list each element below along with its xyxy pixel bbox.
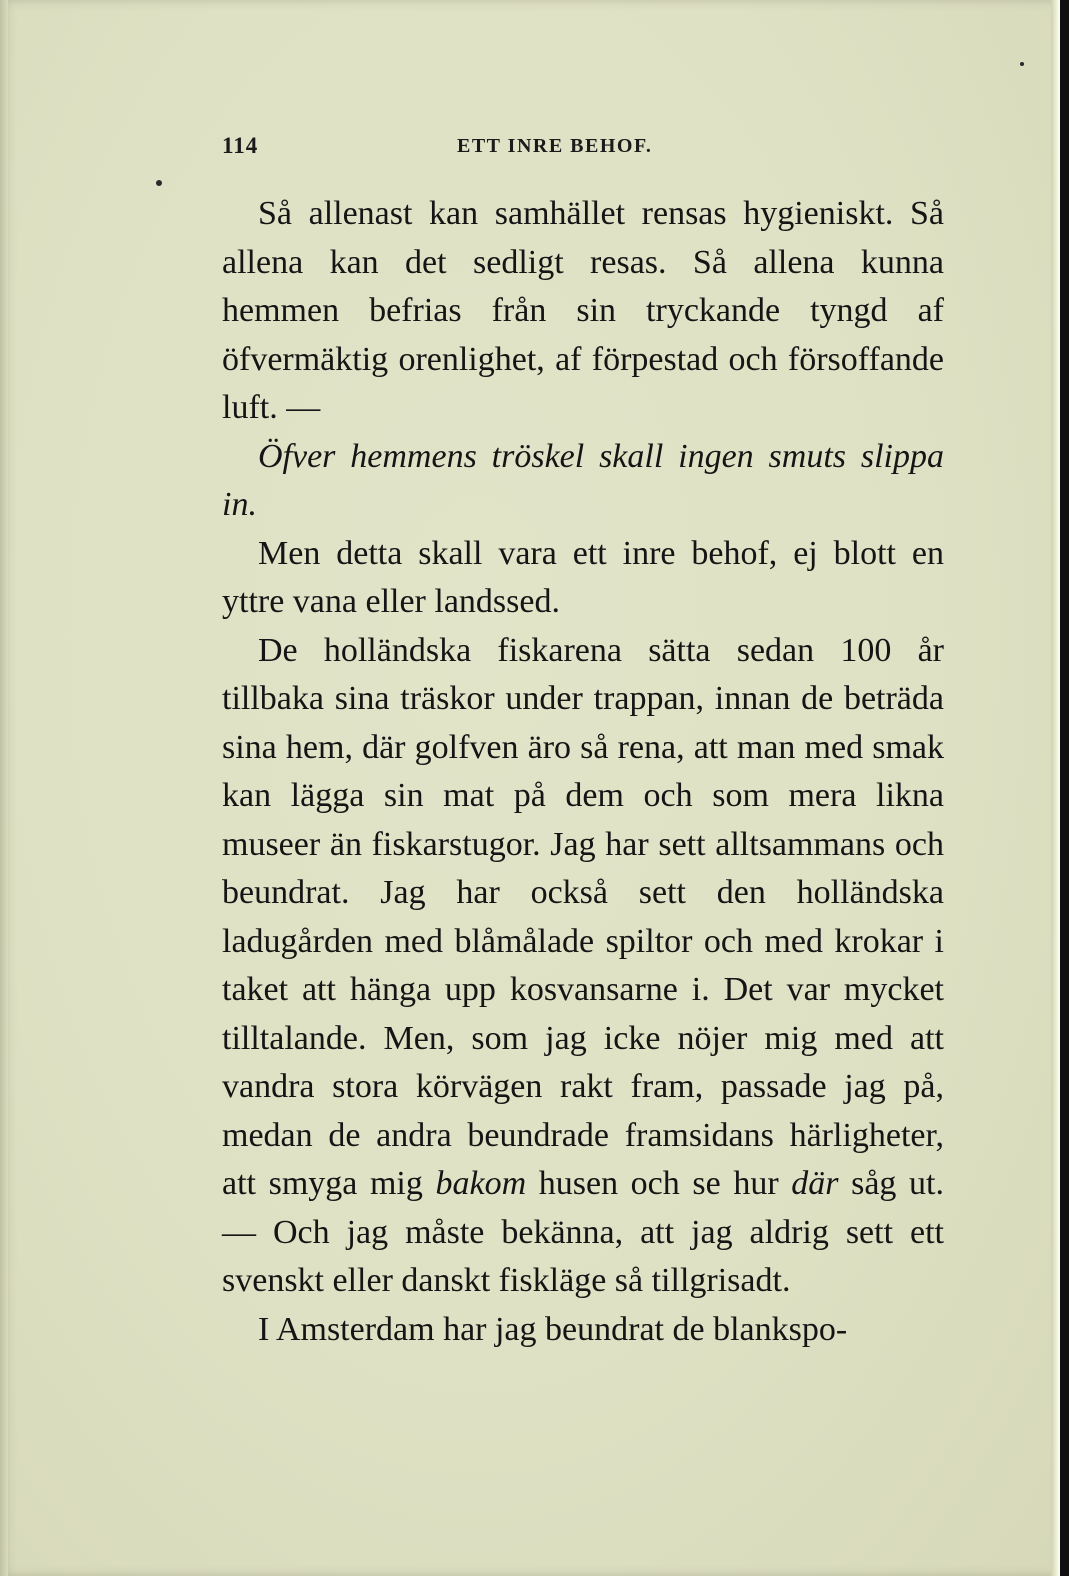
emphasis-text: bakom (435, 1165, 527, 1202)
text-run: husen och se hur (526, 1165, 792, 1202)
ink-speck (156, 180, 162, 186)
paragraph-italic: Öfver hemmens tröskel skall ingen smuts slippa in. (222, 437, 944, 523)
paragraph: Men detta skall vara ett inre behof, ej blott en yttre vana eller landssed. (222, 534, 944, 620)
page-number: 114 (222, 133, 259, 158)
page-header (222, 133, 942, 173)
text-run: De holländska fiskarena sätta sedan 100 år tillbaka sina träskor under trappan, innan de beträda sina hem, där golfven äro så rena, att man med smak kan lägga sin mat på dem och som mera likna museer än fiskarstugor. Jag har sett alltsammans och beundrat. Jag har också sett den holländska ladugården med blåmålade spiltor och med krokar i taket att hänga upp kosvansarne i. Det var mycket tilltalande. Men, som jag icke nöjer mig med att vandra stora körvägen rakt fram, passade jag på, medan de andra beundrade framsidans härligheter, att smyga mig (222, 631, 944, 1202)
page-gutter-shadow (0, 0, 8, 1576)
running-head: ETT INRE BEHOF. (457, 135, 653, 157)
paragraph: Så allenast kan samhället rensas hygieniskt. Så allena kan det sedligt resas. Så allena kunna hemmen befrias från sin tryckande tyngd af öfvermäktig orenlighet, af förpestad och försoffande luft. — (222, 195, 944, 426)
ink-speck (1020, 62, 1024, 66)
emphasis-text: där (791, 1165, 839, 1202)
paragraph: I Amsterdam har jag beundrat de blankspo- (258, 1310, 848, 1348)
text-run: såg ut. — Och jag måste bekänna, att jag aldrig sett ett svenskt eller danskt fiskläge så tillgrisadt. (222, 1165, 944, 1299)
body-text (222, 190, 944, 1354)
paragraph (222, 627, 944, 1306)
page-edge (1051, 0, 1060, 1576)
